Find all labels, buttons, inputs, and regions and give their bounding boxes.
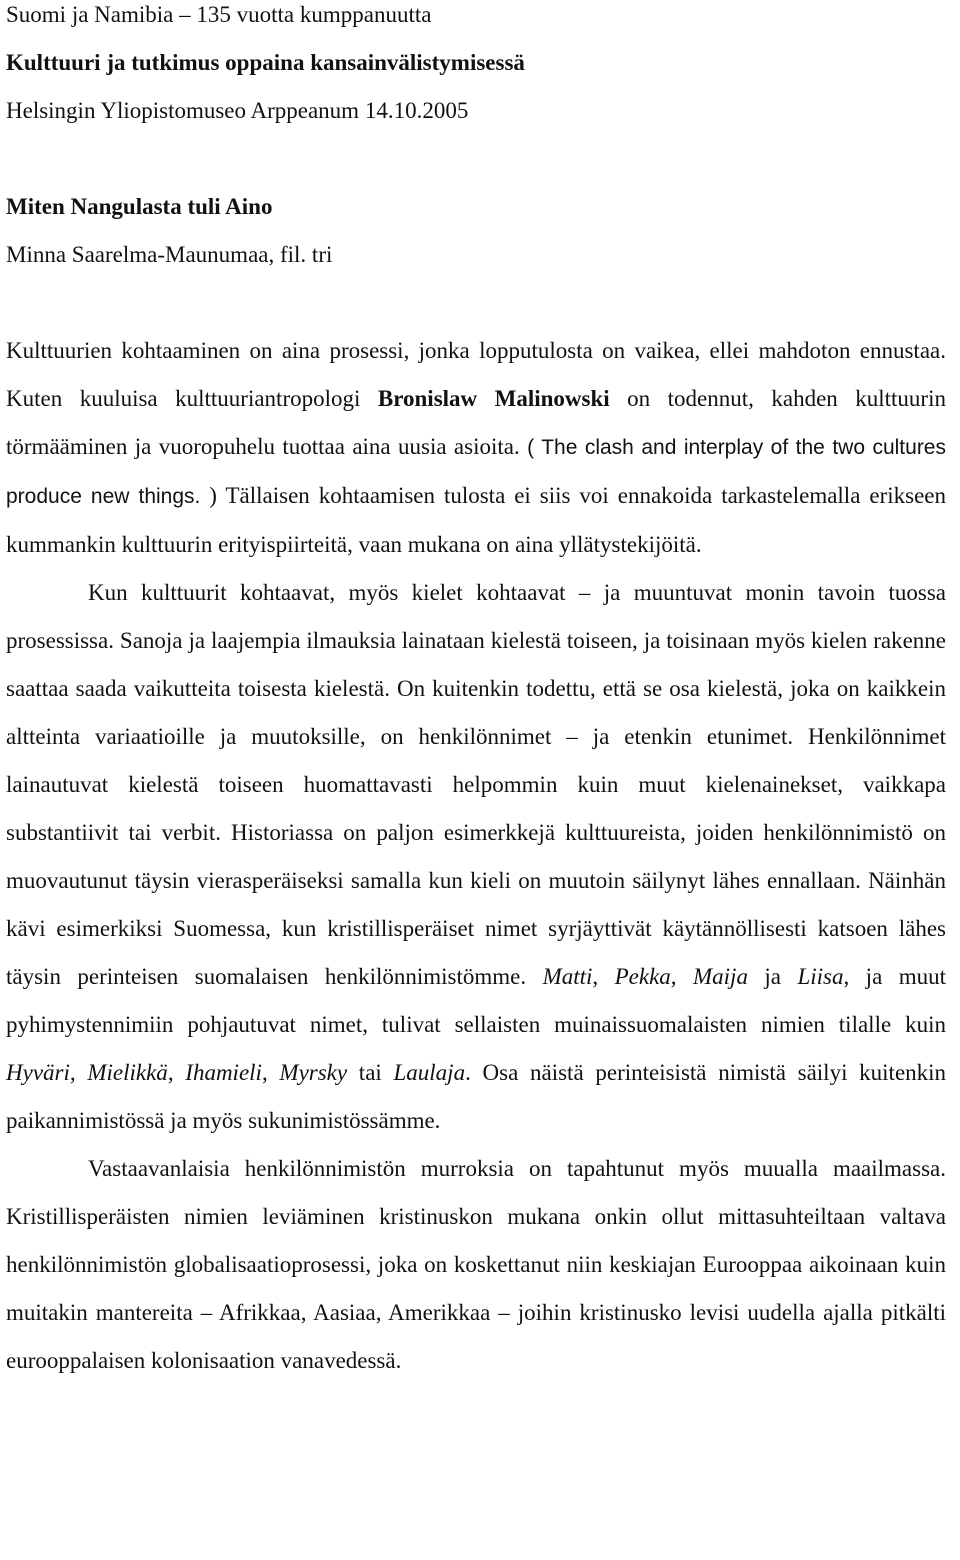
name-pekka: Pekka [614,964,671,989]
person-name-malinowski: Bronislaw Malinowski [377,386,610,411]
p1-text-e: ) Tällaisen kohtaamisen tulosta ei siis voi ennakoida tarkastelemalla erikseen kummankin kulttuurin erityispiirteitä, vaan mukana on aina yllätystekijöitä. [6,483,946,557]
name-hyvari: Hyväri [6,1060,70,1085]
name-laulaja: Laulaja [393,1060,466,1085]
separator: , [592,964,615,989]
name-liisa: Liisa [797,964,844,989]
p2-text-c: . Osa näistä perinteisistä nimistä säilyi kuitenkin paikannimistössä ja myös sukunimistössämme. [6,1060,947,1133]
paragraph-2 [6,569,946,1145]
separator: , [69,1060,88,1085]
article-author: Minna Saarelma-Maunumaa, fil. tri [6,242,333,267]
paragraph-1 [6,327,946,569]
article-body [6,327,946,1385]
separator: , [167,1060,186,1085]
name-myrsky: Myrsky [279,1060,348,1085]
event-venue-date: Helsingin Yliopistomuseo Arppeanum 14.10.2005 [6,98,469,123]
separator: , [670,964,693,989]
p1-text-c: on todennut, kahden kulttuurin törmääminen ja vuoropuhelu tuottaa aina uusia asioita. [6,386,946,459]
separator: ja [747,964,798,989]
event-title: Suomi ja Namibia – 135 vuotta kumppanuutta [6,2,432,27]
name-maija: Maija [693,964,748,989]
p1-text-a: Kulttuurien kohtaaminen on aina prosessi, jonka lopputulosta on vaikea, ellei mahdoton ennustaa. Kuten kuuluisa kulttuuriantropologi [6,338,946,411]
p2-text-a: Kun kulttuurit kohtaavat, myös kielet kohtaavat – ja muuntuvat monin tavoin tuossa prosessissa. Sanoja ja laajempia ilmauksia lainataan kielestä toiseen, ja toisinaan myös kielen rakenne saattaa saada vaikutteita toisesta kielestä. On kuitenkin todettu, että se osa kielestä, joka on kaikkein altteinta variaatioille ja muutoksille, on henkilönnimet – ja etenkin etunimet. Henkilönnimet lainautuvat kielestä toiseen huomattavasti helpommin kuin muut kielenainekset, vaikkapa substantiivit tai verbit. Historiassa on paljon esimerkkejä kulttuureista, joiden henkilönnimistö on muovautunut täysin vierasperäiseksi samalla kun kieli on muutoin säilynyt lähes ennallaan. Näinhän kävi esimerkiksi Suomessa, kun kristillisperäiset nimet syrjäyttivät käytännöllisesti katsoen lähes täysin perinteisen suomalaisen henkilönnimistömme. [6,580,946,989]
separator: tai [347,1060,394,1085]
event-theme: Kulttuuri ja tutkimus oppaina kansainvälistymisessä [6,50,525,75]
p3-text: Vastaavanlaisia henkilönnimistön murroksia on tapahtunut myös muualla maailmassa. Kristillisperäisten nimien leviäminen kristinuskon mukana onkin ollut mittasuhteiltaan valtava henkilönnimistön globalisaatioprosessi, joka on koskettanut niin keskiajan Eurooppaa aikoinaan kuin muitakin mantereita – Afrikkaa, Aasiaa, Amerikkaa – joihin kristinusko levisi uudella ajalla pitkälti eurooppalaisen kolonisaation vanavedessä. [6,1156,946,1373]
article-title: Miten Nangulasta tuli Aino [6,194,273,219]
p2-text-b: , ja muut pyhimystennimiin pohjautuvat nimet, tulivat sellaisten muinaissuomalaisten nimien tilalle kuin [6,964,947,1037]
name-matti: Matti [542,964,593,989]
english-quote: ( The clash and interplay of the two cultures produce new things. [6,436,946,508]
separator: , [261,1060,280,1085]
name-mielikka: Mielikkä [87,1060,168,1085]
paragraph-3 [6,1145,946,1385]
name-ihamieli: Ihamieli [185,1060,262,1085]
